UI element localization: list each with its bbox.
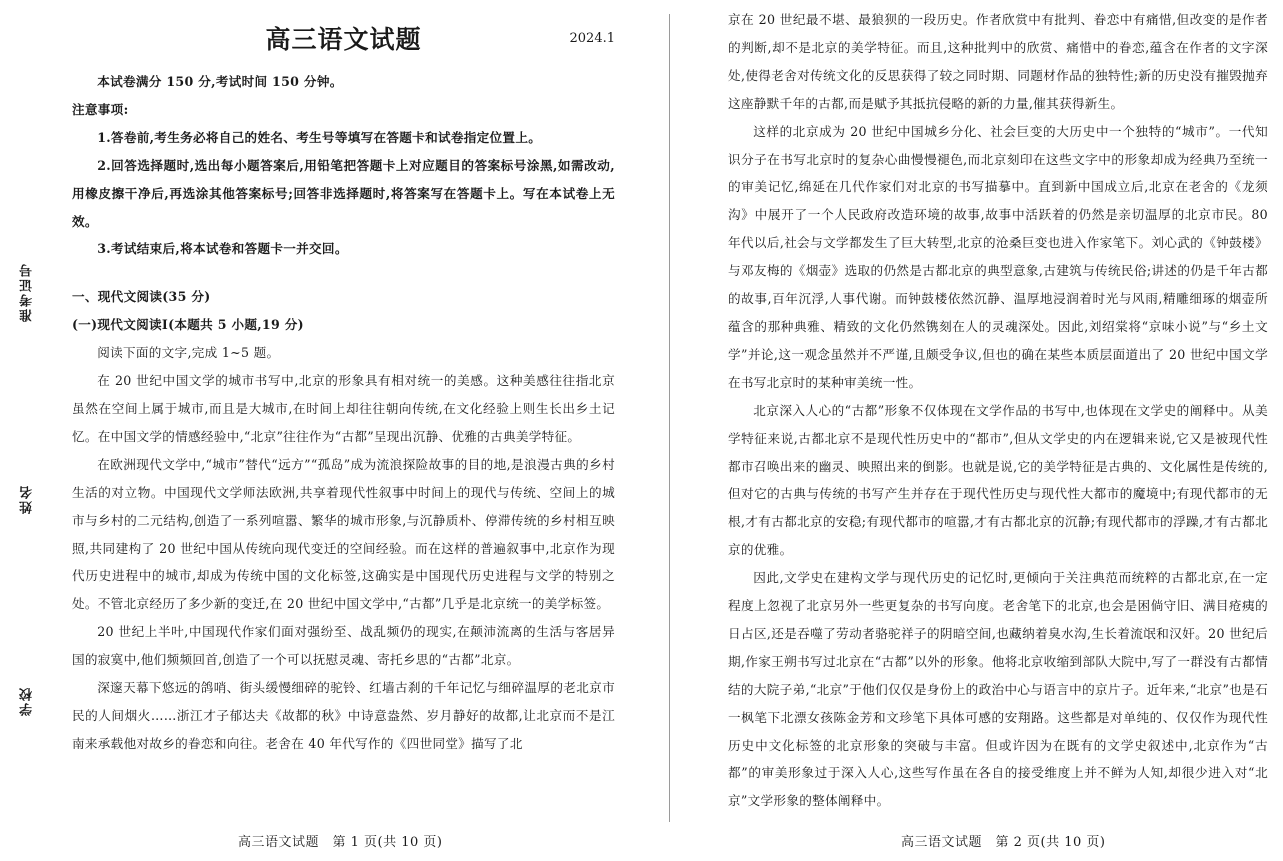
page-1 [72,0,615,758]
subsection-heading: (一)现代文阅读Ⅰ(本题共 5 小题,19 分) [72,317,304,333]
page-1-footer: 高三语文试题 第 1 页(共 10 页) [238,835,443,850]
passage-paragraph: 因此,文学史在建构文学与现代历史的记忆时,更倾向于关注典范而统粹的古都北京,在一定程度上忽视了北京另外一些更复杂的书写向度。老舍笔下的北京,也会是困倘守旧、满目疮痍的日占区,还是吞噬了劳动者骆驼祥子的阴暗空间,也藏纳着臭水沟,生长着流氓和汉奸。20 世纪后期,作家王朔书写过北京在“古都”以外的形象。他将北京收缩到部队大院中,写了一群没有古都情结的大院子弟,“北京”于他们仅仅是身份上的政治中心与语言中的京片子。近年来,“北京”也是石一枫笔下北漂女孩陈金芳和文珍笔下具体可感的安翔路。这些都是对单纯的、仅仅作为现代性历史中文化标签的北京形象的突破与丰富。但或许因为在既有的文学史叙述中,北京作为“古都”的审美形象过于深入人心,这些写作虽在各自的接受维度上并不鲜为人知,却很少进入对“北京”文学形象的整体阐释中。 [728,570,1268,809]
side-label-school: 学校 [20,686,35,716]
page-2 [728,0,1268,815]
passage-paragraph: 在 20 世纪中国文学的城市书写中,北京的形象具有相对统一的美感。这种美感往往指北京虽然在空间上属于城市,而且是大城市,在时间上却往往朝向传统,在文化经验上则生长出乡土记忆。在中国文学的情感经验中,“北京”往往作为“古都”呈现出沉静、优雅的古典美学特征。 [72,373,615,444]
reading-instruction: 阅读下面的文字,完成 1~5 题。 [97,345,280,361]
notice-item-2: 2.回答选择题时,选出每小题答案后,用铅笔把答题卡上对应题目的答案标号涂黑,如需改动,用橡皮擦干净后,再选涂其他答案标号;回答非选择题时,将答案写在答题卡上。写在本试卷上无效。 [72,157,615,229]
passage-paragraph: 这样的北京成为 20 世纪中国城乡分化、社会巨变的大历史中一个独特的“城市”。一代知识分子在书写北京时的复杂心曲慢慢褪色,而北京刻印在这些文字中的形象却成为经典乃至统一的审美记忆,绵延在几代作家们对北京的书写描摹中。直到新中国成立后,北京在老舍的《龙须沟》中展开了一个人民政府改造环境的故事,故事中活跃着的仍然是亲切温厚的北京市民。80 年代以后,社会与文学都发生了巨大转型,北京的沧桑巨变也进入作家笔下。刘心武的《钟鼓楼》与邓友梅的《烟壶》选取的仍然是古都北京的典型意象,古建筑与传统民俗;讲述的仍是千年古都的故事,百年沉浮,人事代谢。而钟鼓楼依然沉静、温厚地浸润着时光与风雨,精雕细琢的烟壶所蕴含的那种典雅、精致的文化仍然镌刻在人的灵魂深处。因此,刘绍棠将“京味小说”与“乡土文学”并论,这一观念虽然并不严谨,且颇受争议,但也的确在某些本质层面道出了 20 世纪中国文学在书写北京时的某种审美统一性。 [728,123,1268,390]
page-2-body [728,6,1268,815]
page-title: 高三语文试题 [265,25,422,54]
passage-paragraph: 深邃天幕下悠远的鸽哨、街头缓慢细碎的驼铃、红墙古刹的千年记忆与细碎温厚的老北京市民的人间烟火……浙江才子郁达夫《故都的秋》中诗意盎然、岁月静好的故都,让北京而不是江南来承载他对故乡的眷恋和向往。老舍在 40 年代写作的《四世同堂》描写了北 [72,680,615,751]
side-label-exam-number: 准考证号 [20,262,35,322]
title-row [72,20,615,68]
passage-paragraph-continued: 京在 20 世纪最不堪、最狼狈的一段历史。作者欣赏中有批判、眷恋中有痛惜,但改变的是作者的判断,却不是北京的美学特征。而且,这种批判中的欣赏、痛惜中的眷恋,蕴含在作者的文字深处,使得老舍对传统文化的反思获得了较之同时期、同题材作品的独特性;新的历史没有摧毁抛弃这座静默千年的古都,而是赋予其抵抗侵略的新的力量,催其获得新生。 [728,12,1268,111]
passage-paragraph: 在欧洲现代文学中,“城市”替代“远方”“孤岛”成为流浪探险故事的目的地,是浪漫古典的乡村生活的对立物。中国现代文学师法欧洲,共享着现代性叙事中时间上的现代与传统、空间上的城市与乡村的二元结构,创造了一系列喧嚣、繁华的城市形象,与沉静质朴、停滞传统的乡村相互映照,共同建构了 20 世纪中国从传统向现代变迁的空间经验。而在这样的普遍叙事中,北京作为现代历史进程中的城市,却成为传统中国的文化标签,这确实是中国现代历史进程与文学的特别之处。不管北京经历了多少新的变迁,在 20 世纪中国文学中,“古都”几乎是北京统一的美学标签。 [72,456,615,612]
notice-item-1: 1.答卷前,考生务必将自己的姓名、考生号等填写在答题卡和试卷指定位置上。 [97,129,542,145]
page-1-body [72,68,615,758]
notice-heading: 注意事项: [72,101,129,117]
exam-date: 2024.1 [569,31,615,46]
page-divider [669,14,670,822]
passage-paragraph: 北京深入人心的“古都”形象不仅体现在文学作品的书写中,也体现在文学史的阐释中。从美学特征来说,古都北京不是现代性历史中的“都市”,但从文学史的内在逻辑来说,它又是被现代性都市召唤出来的幽灵、映照出来的倒影。也就是说,它的美学特征是古典的、文化属性是传统的,但对它的古典与传统的书写产生并存在于现代性历史与现代性大都市的魔境中;有现代都市的无根,才有古都北京的安稳;有现代都市的喧嚣,才有古都北京的沉静;有现代都市的浮躁,才有古都北京的优雅。 [728,402,1268,558]
side-label-name: 姓名 [20,484,35,514]
page-2-footer: 高三语文试题 第 2 页(共 10 页) [901,835,1106,850]
notice-item-3: 3.考试结束后,将本试卷和答题卡一并交回。 [97,241,348,257]
exam-info: 本试卷满分 150 分,考试时间 150 分钟。 [97,74,343,89]
passage-paragraph: 20 世纪上半叶,中国现代作家们面对强纷至、战乱频仍的现实,在颠沛流离的生活与客居异国的寂寞中,他们频频回首,创造了一个可以抚慰灵魂、寄托乡思的“古都”北京。 [72,624,615,668]
section-heading: 一、现代文阅读(35 分) [72,289,211,305]
